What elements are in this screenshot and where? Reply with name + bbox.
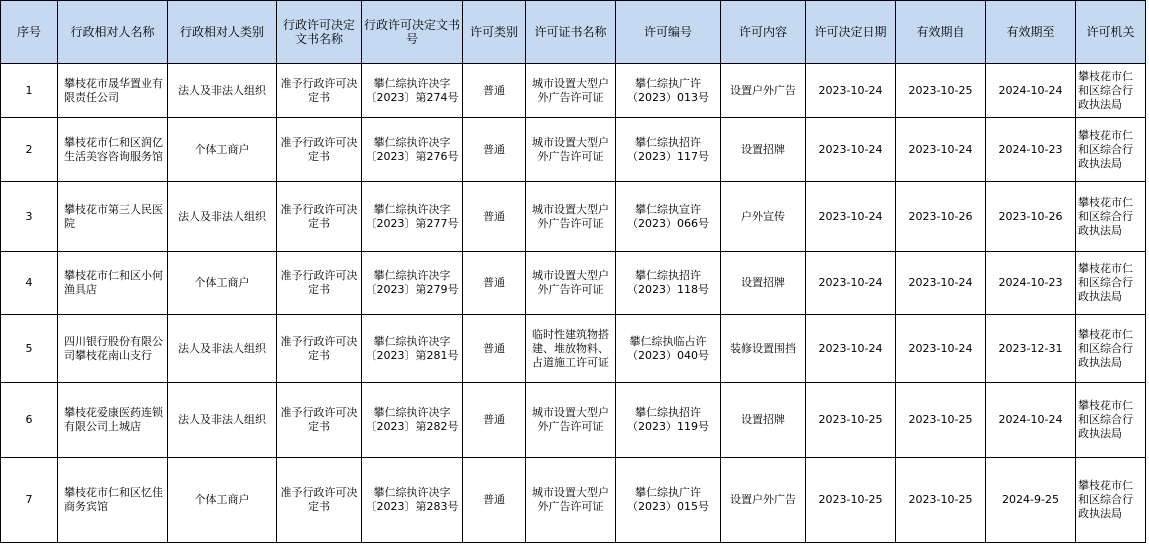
- document-name: 准予行政许可决定书: [277, 252, 362, 315]
- document-name: 准予行政许可决定书: [277, 458, 362, 543]
- valid-to: 2023-10-26: [986, 182, 1076, 252]
- permit-type: 普通: [463, 458, 526, 543]
- header-cell: 许可证书名称: [526, 1, 616, 64]
- document-number: 攀仁综执许决字〔2023〕第276号: [362, 118, 463, 182]
- decision-date: 2023-10-24: [806, 118, 896, 182]
- document-name: 准予行政许可决定书: [277, 118, 362, 182]
- subject-name: 四川银行股份有限公司攀枝花南山支行: [58, 315, 168, 383]
- subject-category: 法人及非法人组织: [168, 182, 277, 252]
- valid-from: 2023-10-25: [896, 458, 986, 543]
- subject-name: 攀枝花市仁和区润亿生活美容咨询服务馆: [58, 118, 168, 182]
- subject-name: 攀枝花爱康医药连锁有限公司上城店: [58, 383, 168, 458]
- document-number: 攀仁综执许决字〔2023〕第279号: [362, 252, 463, 315]
- valid-to: 2024-9-25: [986, 458, 1076, 543]
- decision-date: 2023-10-24: [806, 64, 896, 118]
- issuing-authority: 攀枝花市仁和区综合行政执法局: [1076, 64, 1146, 118]
- subject-category: 法人及非法人组织: [168, 315, 277, 383]
- valid-to: 2024-10-24: [986, 64, 1076, 118]
- header-cell: 有效期至: [986, 1, 1076, 64]
- subject-name: 攀枝花市晟华置业有限责任公司: [58, 64, 168, 118]
- row-number: 1: [1, 64, 58, 118]
- header-cell: 行政相对人类别: [168, 1, 277, 64]
- header-cell: 许可机关: [1076, 1, 1146, 64]
- subject-category: 法人及非法人组织: [168, 64, 277, 118]
- issuing-authority: 攀枝花市仁和区综合行政执法局: [1076, 252, 1146, 315]
- permit-number: 攀仁综执广许（2023）015号: [616, 458, 721, 543]
- valid-to: 2024-10-23: [986, 118, 1076, 182]
- header-cell: 许可类别: [463, 1, 526, 64]
- decision-date: 2023-10-25: [806, 383, 896, 458]
- valid-from: 2023-10-25: [896, 383, 986, 458]
- permit-type: 普通: [463, 64, 526, 118]
- valid-from: 2023-10-26: [896, 182, 986, 252]
- document-name: 准予行政许可决定书: [277, 64, 362, 118]
- permit-number: 攀仁综执广许（2023）013号: [616, 64, 721, 118]
- permit-type: 普通: [463, 315, 526, 383]
- issuing-authority: 攀枝花市仁和区综合行政执法局: [1076, 315, 1146, 383]
- header-row: [1, 1, 1146, 64]
- document-name: 准予行政许可决定书: [277, 315, 362, 383]
- decision-date: 2023-10-24: [806, 182, 896, 252]
- valid-from: 2023-10-24: [896, 252, 986, 315]
- table-row: [1, 64, 1146, 118]
- valid-from: 2023-10-24: [896, 118, 986, 182]
- row-number: 4: [1, 252, 58, 315]
- issuing-authority: 攀枝花市仁和区综合行政执法局: [1076, 118, 1146, 182]
- permit-content: 设置招牌: [721, 383, 806, 458]
- document-number: 攀仁综执许决字〔2023〕第274号: [362, 64, 463, 118]
- permit-number: 攀仁综执临占许（2023）040号: [616, 315, 721, 383]
- header-cell: 许可内容: [721, 1, 806, 64]
- certificate-name: 城市设置大型户外广告许可证: [526, 458, 616, 543]
- subject-category: 个体工商户: [168, 252, 277, 315]
- permit-content: 设置招牌: [721, 118, 806, 182]
- permit-type: 普通: [463, 383, 526, 458]
- certificate-name: 城市设置大型户外广告许可证: [526, 182, 616, 252]
- subject-category: 个体工商户: [168, 118, 277, 182]
- permit-number: 攀仁综执宣许（2023）066号: [616, 182, 721, 252]
- row-number: 2: [1, 118, 58, 182]
- permit-number: 攀仁综执招许（2023）119号: [616, 383, 721, 458]
- document-number: 攀仁综执许决字〔2023〕第282号: [362, 383, 463, 458]
- row-number: 3: [1, 182, 58, 252]
- permit-type: 普通: [463, 118, 526, 182]
- row-number: 7: [1, 458, 58, 543]
- permit-content: 设置户外广告: [721, 458, 806, 543]
- permit-content: 设置户外广告: [721, 64, 806, 118]
- permit-number: 攀仁综执招许（2023）118号: [616, 252, 721, 315]
- header-cell: 行政许可决定文书号: [362, 1, 463, 64]
- valid-from: 2023-10-25: [896, 64, 986, 118]
- permit-content: 设置招牌: [721, 252, 806, 315]
- document-number: 攀仁综执许决字〔2023〕第281号: [362, 315, 463, 383]
- row-number: 5: [1, 315, 58, 383]
- subject-name: 攀枝花市仁和区小何渔具店: [58, 252, 168, 315]
- permit-content: 装修设置围挡: [721, 315, 806, 383]
- permit-type: 普通: [463, 182, 526, 252]
- header-cell: 许可决定日期: [806, 1, 896, 64]
- table-row: [1, 383, 1146, 458]
- table-row: [1, 118, 1146, 182]
- subject-category: 法人及非法人组织: [168, 383, 277, 458]
- header-cell: 有效期自: [896, 1, 986, 64]
- permit-type: 普通: [463, 252, 526, 315]
- table-row: [1, 182, 1146, 252]
- header-cell: 许可编号: [616, 1, 721, 64]
- row-number: 6: [1, 383, 58, 458]
- header-cell: 序号: [1, 1, 58, 64]
- certificate-name: 城市设置大型户外广告许可证: [526, 252, 616, 315]
- certificate-name: 临时性建筑物搭建、堆放物料、占道施工许可证: [526, 315, 616, 383]
- valid-to: 2023-12-31: [986, 315, 1076, 383]
- table-row: [1, 315, 1146, 383]
- header-cell: 行政许可决定文书名称: [277, 1, 362, 64]
- table-row: [1, 252, 1146, 315]
- valid-to: 2024-10-23: [986, 252, 1076, 315]
- subject-category: 个体工商户: [168, 458, 277, 543]
- document-name: 准予行政许可决定书: [277, 383, 362, 458]
- certificate-name: 城市设置大型户外广告许可证: [526, 64, 616, 118]
- certificate-name: 城市设置大型户外广告许可证: [526, 118, 616, 182]
- table-row: [1, 458, 1146, 543]
- decision-date: 2023-10-24: [806, 252, 896, 315]
- valid-from: 2023-10-24: [896, 315, 986, 383]
- permit-number: 攀仁综执招许（2023）117号: [616, 118, 721, 182]
- document-name: 准予行政许可决定书: [277, 182, 362, 252]
- decision-date: 2023-10-25: [806, 458, 896, 543]
- document-number: 攀仁综执许决字〔2023〕第277号: [362, 182, 463, 252]
- header-cell: 行政相对人名称: [58, 1, 168, 64]
- certificate-name: 城市设置大型户外广告许可证: [526, 383, 616, 458]
- subject-name: 攀枝花市仁和区忆佳商务宾馆: [58, 458, 168, 543]
- subject-name: 攀枝花市第三人民医院: [58, 182, 168, 252]
- valid-to: 2024-10-24: [986, 383, 1076, 458]
- issuing-authority: 攀枝花市仁和区综合行政执法局: [1076, 458, 1146, 543]
- decision-date: 2023-10-24: [806, 315, 896, 383]
- permit-content: 户外宣传: [721, 182, 806, 252]
- issuing-authority: 攀枝花市仁和区综合行政执法局: [1076, 182, 1146, 252]
- document-number: 攀仁综执许决字〔2023〕第283号: [362, 458, 463, 543]
- issuing-authority: 攀枝花市仁和区综合行政执法局: [1076, 383, 1146, 458]
